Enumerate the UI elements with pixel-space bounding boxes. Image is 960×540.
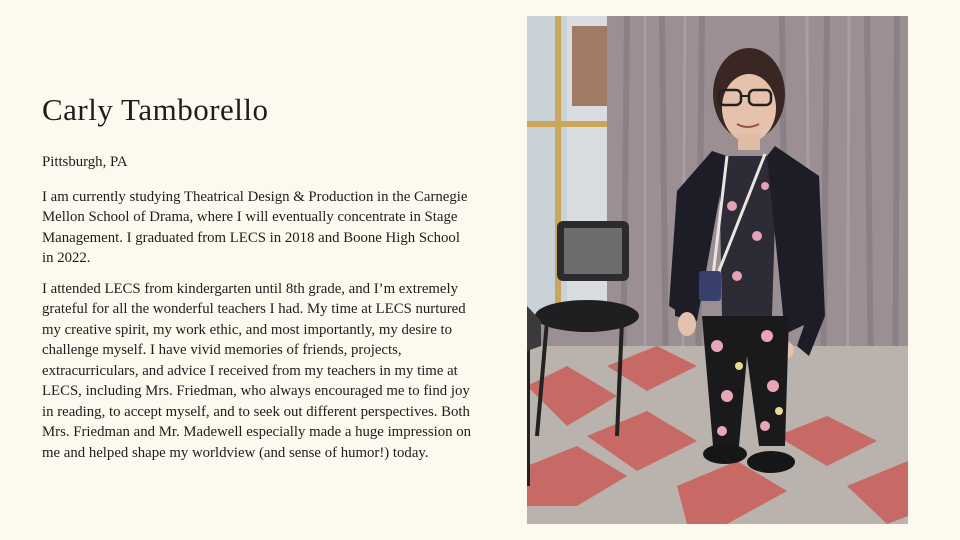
profile-location: Pittsburgh, PA xyxy=(42,154,128,170)
profile-photo xyxy=(527,16,908,524)
bio-paragraph-2: I attended LECS from kindergarten until 8th grade, and I’m extremely grateful for all the wonderful teachers I had. My time at LECS nurtured my creative spirit, my work ethic, and most importantly, my desire to challenge myself. I have vivid memories of friends, projects, extracurriculars, and advice I received from my teachers in my time at LECS, including Mrs. Friedman, who always encouraged me to find joy in reading, to accept myself, and to seek out different perspectives. Both Mrs. Friedman and Mr. Madewell especially made a huge impression on me and helped shape my worldview (and sense of humor!) today. xyxy=(42,280,472,461)
bio-paragraph-1: I am currently studying Theatrical Design & Production in the Carnegie Mellon School of Drama, where I will eventually concentrate in Stage Management. I graduated from LECS in 2018 and Boone High School in 2022. xyxy=(42,188,468,266)
profile-text xyxy=(42,92,474,473)
profile-name: Carly Tamborello xyxy=(42,92,269,127)
